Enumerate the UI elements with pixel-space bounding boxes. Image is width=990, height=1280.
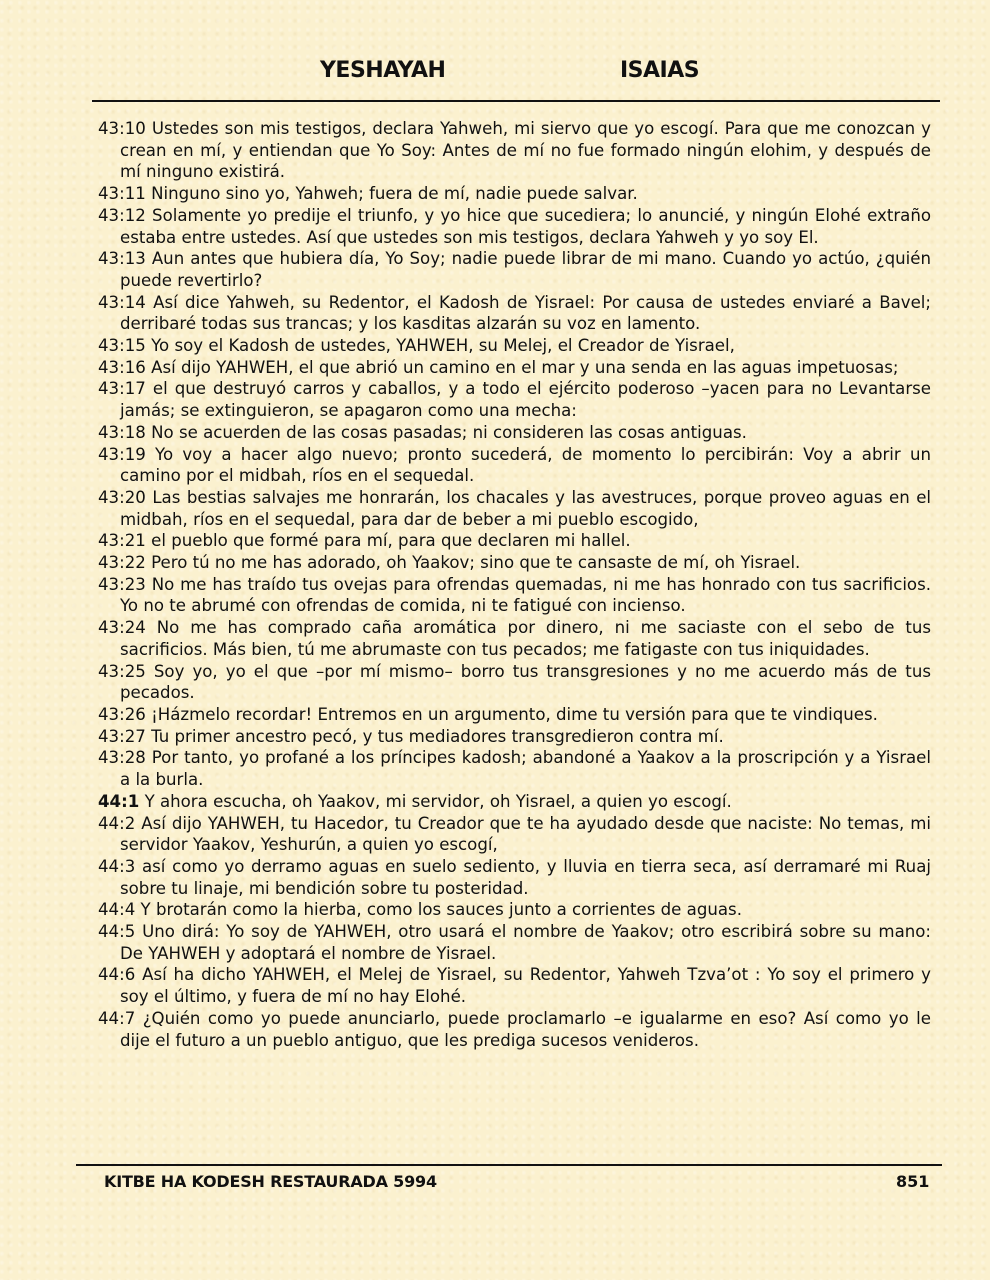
verse-text: Uno dirá: Yo soy de YAHWEH, otro usará el nombre de Yaakov; otro escribirá sobre su mano: De YAHWEH y adoptará el nombre de Yisrael. bbox=[120, 922, 932, 963]
verse-ref: 44:3 bbox=[98, 856, 136, 876]
verse bbox=[98, 292, 931, 335]
verse-ref: 43:17 bbox=[98, 379, 146, 399]
verse-ref: 43:19 bbox=[98, 444, 146, 464]
verse-text: ¡Házmelo recordar! Entremos en un argumento, dime tu versión para que te vindiques. bbox=[151, 704, 878, 724]
verse bbox=[98, 791, 931, 813]
verse bbox=[98, 899, 931, 921]
verse-text: No se acuerden de las cosas pasadas; ni consideren las cosas antiguas. bbox=[151, 422, 747, 442]
verse-text: Ustedes son mis testigos, declara Yahweh, mi siervo que yo escogí. Para que me conozcan y crean en mí, y entiendan que Yo Soy: Antes de mí no fue formado ningún elohim, y después de mí ninguno existirá. bbox=[120, 119, 931, 182]
verse bbox=[98, 704, 931, 726]
verse-text: así como yo derramo aguas en suelo sediento, y lluvia en tierra seca, así derramaré mi Ruaj sobre tu linaje, mi bendición sobre tu posteridad. bbox=[120, 856, 931, 898]
verse-text: el que destruyó carros y caballos, y a todo el ejército poderoso –yacen para no Levantarse jamás; se extinguieron, se apagaron como una mecha: bbox=[120, 379, 932, 421]
header-title-spanish: ISAIAS bbox=[620, 58, 700, 83]
verse-ref: 43:27 bbox=[98, 726, 146, 746]
verse-ref: 44:5 bbox=[98, 922, 136, 942]
verse bbox=[98, 921, 931, 964]
verse-ref: 44:6 bbox=[98, 965, 136, 985]
verse-ref: 43:28 bbox=[98, 748, 146, 768]
verse-ref: 43:24 bbox=[98, 618, 146, 638]
verse-list bbox=[98, 118, 931, 1051]
verse bbox=[98, 378, 931, 421]
footer-book-title: KITBE HA KODESH RESTAURADA 5994 bbox=[104, 1172, 437, 1191]
verse bbox=[98, 747, 931, 790]
verse-ref: 43:22 bbox=[98, 553, 146, 573]
verse bbox=[98, 964, 931, 1007]
verse-ref: 43:16 bbox=[98, 357, 146, 377]
verse-text: Así dijo YAHWEH, tu Hacedor, tu Creador que te ha ayudado desde que naciste: No temas, mi servidor Yaakov, Yeshurún, a quien yo escogí, bbox=[120, 813, 931, 855]
verse bbox=[98, 248, 931, 291]
verse bbox=[98, 1008, 931, 1051]
verse-text: Así ha dicho YAHWEH, el Melej de Yisrael, su Redentor, Yahweh Tzva’ot : Yo soy el primero y soy el último, y fuera de mí no hay Elohé. bbox=[120, 965, 931, 1007]
verse-ref: 44:1 bbox=[98, 791, 140, 811]
verse-text: Así dijo YAHWEH, el que abrió un camino en el mar y una senda en las aguas impetuosas; bbox=[151, 357, 899, 377]
verse bbox=[98, 661, 931, 704]
verse bbox=[98, 530, 931, 552]
verse-ref: 43:21 bbox=[98, 531, 146, 551]
verse bbox=[98, 118, 931, 183]
footer-rule bbox=[76, 1164, 942, 1166]
verse bbox=[98, 335, 931, 357]
verse bbox=[98, 444, 931, 487]
verse-ref: 43:11 bbox=[98, 184, 146, 204]
header-title-hebrew: YESHAYAH bbox=[320, 58, 446, 83]
header-rule bbox=[92, 100, 940, 102]
verse-ref: 44:2 bbox=[98, 813, 136, 833]
verse bbox=[98, 183, 931, 205]
verse bbox=[98, 552, 931, 574]
verse-text: Pero tú no me has adorado, oh Yaakov; sino que te cansaste de mí, oh Yisrael. bbox=[151, 553, 801, 573]
verse-ref: 43:10 bbox=[98, 119, 146, 138]
verse-ref: 43:13 bbox=[98, 249, 146, 269]
verse-text: Y brotarán como la hierba, como los sauces junto a corrientes de aguas. bbox=[140, 900, 742, 920]
verse-ref: 43:25 bbox=[98, 661, 146, 681]
verse bbox=[98, 574, 931, 617]
verse-text: Solamente yo predije el triunfo, y yo hice que sucediera; lo anuncié, y ningún Elohé extraño estaba entre ustedes. Así que ustedes son mis testigos, declara Yahweh y yo soy El. bbox=[120, 205, 931, 247]
verse-text: No me has traído tus ovejas para ofrendas quemadas, ni me has honrado con tus sacrificios. Yo no te abrumé con ofrendas de comida, ni te fatigué con incienso. bbox=[120, 574, 931, 616]
verse-text: Ninguno sino yo, Yahweh; fuera de mí, nadie puede salvar. bbox=[151, 184, 638, 204]
verse bbox=[98, 422, 931, 444]
verse-text: Así dice Yahweh, su Redentor, el Kadosh de Yisrael: Por causa de ustedes enviaré a Bavel; derribaré todas sus trancas; y los kasditas alzarán su voz en lamento. bbox=[120, 292, 931, 334]
verse-text: Por tanto, yo profané a los príncipes kadosh; abandoné a Yaakov a la proscripción y a Yisrael a la burla. bbox=[120, 748, 931, 790]
verse-text: Soy yo, yo el que –por mí mismo– borro tus transgresiones y no me acuerdo más de tus pecados. bbox=[120, 661, 931, 703]
verse-text: el pueblo que formé para mí, para que declaren mi hallel. bbox=[151, 531, 631, 551]
footer-page-number: 851 bbox=[896, 1172, 930, 1191]
verse bbox=[98, 617, 931, 660]
verse-text: Tu primer ancestro pecó, y tus mediadores transgredieron contra mí. bbox=[151, 726, 724, 746]
verse-text: No me has comprado caña aromática por dinero, ni me saciaste con el sebo de tus sacrificios. Más bien, tú me abrumaste con tus pecados; me fatigaste con tus iniquidades. bbox=[120, 618, 932, 659]
verse-text: ¿Quién como yo puede anunciarlo, puede proclamarlo –e igualarme en eso? Así como yo le dije el futuro a un pueblo antiguo, que les prediga sucesos venideros. bbox=[120, 1008, 931, 1050]
verse bbox=[98, 813, 931, 856]
verse-text: Yo soy el Kadosh de ustedes, YAHWEH, su Melej, el Creador de Yisrael, bbox=[151, 336, 735, 356]
page-header bbox=[0, 58, 990, 90]
verse-text: Y ahora escucha, oh Yaakov, mi servidor, oh Yisrael, a quien yo escogí. bbox=[144, 791, 732, 811]
verse bbox=[98, 487, 931, 530]
verse-ref: 43:12 bbox=[98, 205, 146, 225]
verse bbox=[98, 856, 931, 899]
verse-ref: 43:18 bbox=[98, 422, 146, 442]
verse-ref: 44:7 bbox=[98, 1008, 136, 1028]
verse-text: Yo voy a hacer algo nuevo; pronto sucederá, de momento lo percibirán: Voy a abrir un camino por el midbah, ríos en el sequedal. bbox=[120, 444, 931, 486]
verse bbox=[98, 357, 931, 379]
verse-ref: 43:15 bbox=[98, 336, 146, 356]
verse-text: Las bestias salvajes me honrarán, los chacales y las avestruces, porque proveo aguas en el midbah, ríos en el sequedal, para dar de beber a mi pueblo escogido, bbox=[120, 487, 932, 529]
verse-text: Aun antes que hubiera día, Yo Soy; nadie puede librar de mi mano. Cuando yo actúo, ¿quién puede revertirlo? bbox=[120, 249, 931, 290]
verse-ref: 43:14 bbox=[98, 292, 146, 312]
verse-ref: 43:23 bbox=[98, 574, 146, 594]
verse-ref: 43:26 bbox=[98, 704, 146, 724]
verse bbox=[98, 726, 931, 748]
verse bbox=[98, 205, 931, 248]
verse-ref: 44:4 bbox=[98, 900, 136, 920]
verse-ref: 43:20 bbox=[98, 487, 146, 507]
